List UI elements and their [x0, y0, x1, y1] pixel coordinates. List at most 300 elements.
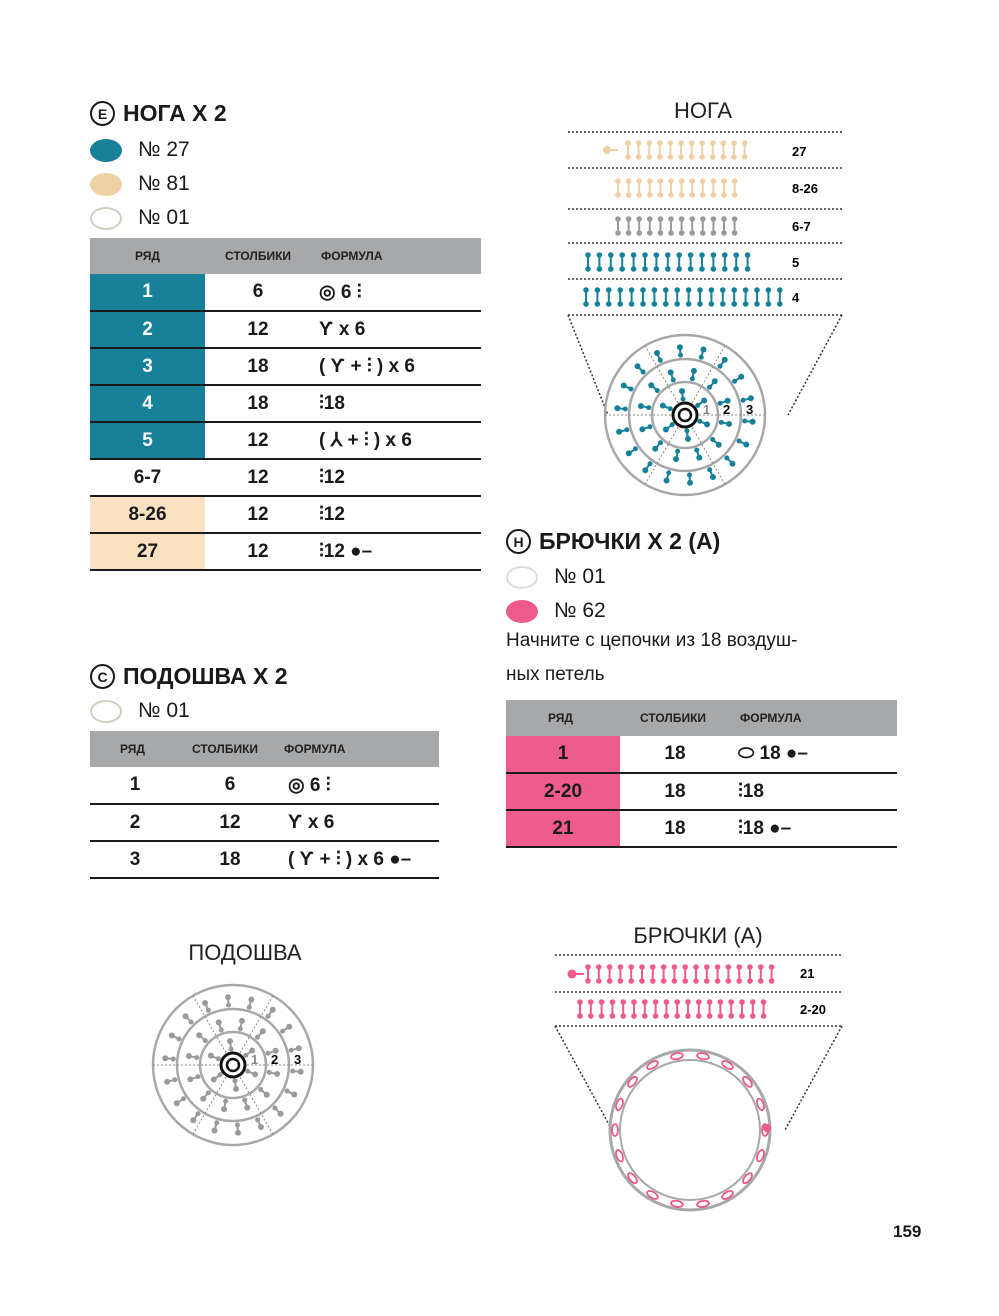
stitch-post [668, 140, 674, 160]
section-badge-h: H [506, 529, 531, 554]
round-stitch [737, 439, 750, 448]
round-stitch [196, 1032, 207, 1043]
stitch-count: 12 [205, 422, 311, 459]
leg-section-title [90, 100, 227, 127]
round-stitch [684, 428, 690, 441]
stitch-post [710, 140, 716, 160]
stitch-post [631, 252, 637, 272]
round-stitch [225, 994, 231, 1007]
stitch-count: 12 [205, 459, 311, 496]
stitch-post [679, 216, 685, 236]
stitch-post [658, 216, 664, 236]
round-stitch [164, 1077, 177, 1084]
stitch-post [676, 252, 682, 272]
round-stitch [255, 1117, 264, 1130]
stitch-post [636, 140, 642, 160]
stitch-post [668, 178, 674, 198]
stitch-post [736, 964, 742, 984]
round-stitch [724, 455, 735, 466]
stitch-post [642, 252, 648, 272]
formula: ⬭ 18 ●– [730, 736, 897, 773]
stitch-post [689, 178, 695, 198]
stitch-count: 12 [205, 533, 311, 570]
sole-pattern-table [90, 731, 439, 879]
slip-stitch-icon [568, 970, 585, 979]
stitch-post [610, 999, 616, 1019]
header-stitches: СТОЛБИКИ [180, 731, 280, 767]
round-label: 1 [251, 1052, 259, 1067]
stitch-count: 6 [205, 274, 311, 311]
round-stitch [664, 470, 672, 483]
instruction-line: Начните с цепочки из 18 воздуш- [506, 630, 798, 651]
formula: ( Ƴ + ⫶ ) x 6 [311, 348, 481, 385]
round-stitch [710, 437, 721, 448]
header-row: РЯД [90, 238, 205, 274]
stitch-post [668, 216, 674, 236]
yarn-swatch-teal [90, 139, 122, 162]
stitch-post [663, 287, 669, 307]
stitch-count: 18 [205, 385, 311, 422]
sole-stitch-diagram [145, 978, 345, 1158]
round-label: 3 [294, 1052, 302, 1067]
yarn-label: № 27 [138, 138, 190, 161]
yarn-swatch-white [506, 566, 538, 589]
sole-section-title [90, 663, 288, 690]
row-label: 21 [800, 966, 815, 981]
header-stitches: СТОЛБИКИ [620, 700, 730, 736]
round-stitch [621, 382, 634, 391]
round-stitch [718, 357, 728, 369]
formula: ⫶12 [311, 496, 481, 533]
stitch-post [731, 287, 737, 307]
stitch-post [709, 287, 715, 307]
leg-title: НОГА Х 2 [123, 100, 227, 126]
stitch-post [728, 999, 734, 1019]
stitch-post [711, 252, 717, 272]
row-label: 4 [792, 290, 800, 305]
slip-stitch-icon [603, 146, 618, 154]
stitch-post [754, 287, 760, 307]
stitch-post [726, 964, 732, 984]
row-number: 21 [506, 810, 620, 847]
pants-section-title [506, 528, 720, 555]
stitch-post [685, 999, 691, 1019]
round-stitch [238, 1018, 245, 1031]
stitch-post [674, 287, 680, 307]
round-stitch [668, 369, 676, 382]
table-row [90, 311, 481, 348]
row-number: 1 [90, 274, 205, 311]
stitch-post [688, 252, 694, 272]
table-header-row [90, 731, 439, 767]
stitch-post [665, 252, 671, 272]
row-label: 5 [792, 255, 800, 270]
stitch-post [625, 140, 631, 160]
round-stitch [255, 1028, 266, 1039]
header-formula: ФОРМУЛА [311, 238, 481, 274]
stitch-post [721, 178, 727, 198]
stitch-post [699, 252, 705, 272]
stitch-post [636, 216, 642, 236]
round-stitch [187, 1074, 200, 1082]
row-label: 6-7 [792, 219, 811, 234]
stitch-post [653, 999, 659, 1019]
round-stitch [211, 1072, 223, 1082]
sole-yarn-list [90, 694, 190, 728]
header-formula: ФОРМУЛА [280, 731, 439, 767]
yarn-label: № 01 [554, 565, 606, 588]
round-stitch [616, 427, 629, 434]
round-stitch [232, 1078, 238, 1091]
row-number: 4 [90, 385, 205, 422]
stitch-post [636, 178, 642, 198]
stitch-post [732, 178, 738, 198]
stitch-post [661, 964, 667, 984]
table-row [90, 348, 481, 385]
stitch-post [607, 964, 613, 984]
formula: ⫶18 [730, 773, 897, 810]
header-stitches: СТОЛБИКИ [205, 238, 311, 274]
stitch-post [704, 964, 710, 984]
stitch-post [639, 964, 645, 984]
round-stitch [212, 1120, 220, 1133]
stitch-post [700, 178, 706, 198]
table-row [90, 422, 481, 459]
stitch-post [769, 964, 775, 984]
stitch-post [743, 287, 749, 307]
sole-diagram-title: ПОДОШВА [188, 940, 302, 965]
header-row: РЯД [506, 700, 620, 736]
round-stitch [626, 446, 638, 456]
round-stitch [280, 1024, 292, 1034]
stitch-post [777, 287, 783, 307]
stitch-post [758, 964, 764, 984]
pants-inner-ring [620, 1060, 760, 1200]
round-stitch [673, 449, 680, 462]
round-stitch [697, 419, 710, 428]
table-row [90, 385, 481, 422]
stitch-post [585, 252, 591, 272]
row-label: 2-20 [800, 1002, 827, 1017]
row-number: 6-7 [90, 459, 205, 496]
leg-yarn-list [90, 133, 190, 235]
round-stitch [162, 1055, 175, 1061]
stitch-post [715, 964, 721, 984]
round-stitch [677, 344, 683, 357]
table-row [506, 773, 897, 810]
round-stitch [642, 461, 652, 473]
stitch-post [596, 964, 602, 984]
stitch-post [626, 178, 632, 198]
header-row: РЯД [90, 731, 180, 767]
leg-pattern-table [90, 238, 481, 571]
stitch-post [615, 216, 621, 236]
round-stitch [258, 1087, 269, 1098]
leg-diagram-title: НОГА [673, 98, 733, 123]
row-number: 1 [506, 736, 620, 773]
stitch-post [615, 178, 621, 198]
stitch-post [606, 287, 612, 307]
round-stitch [235, 1122, 241, 1135]
round-stitch [202, 1000, 211, 1013]
round-stitch [247, 997, 255, 1010]
yarn-item [90, 167, 190, 201]
round-stitch [639, 424, 652, 432]
round-stitch [200, 1090, 211, 1101]
round-stitch [227, 1038, 233, 1051]
round-stitch [169, 1032, 182, 1041]
yarn-swatch-white [90, 207, 122, 230]
round-stitch [660, 403, 673, 412]
round-stitch [742, 418, 755, 424]
stitch-count: 12 [180, 804, 280, 841]
pants-yarn-list [506, 560, 606, 628]
page-number: 159 [893, 1222, 922, 1241]
stitch-post [626, 216, 632, 236]
round-stitch [272, 1105, 283, 1116]
pants-stitch-diagram [550, 950, 850, 1215]
round-stitch [216, 1019, 224, 1032]
stitch-post [628, 964, 634, 984]
table-row [506, 736, 897, 773]
stitch-post [664, 999, 670, 1019]
section-badge-e: E [90, 101, 115, 126]
stitch-post [761, 999, 767, 1019]
stitch-post [720, 287, 726, 307]
stitch-count: 12 [205, 311, 311, 348]
table-row [90, 804, 439, 841]
stitch-post [732, 216, 738, 236]
stitch-post [722, 252, 728, 272]
stitch-post [631, 999, 637, 1019]
stitch-post [711, 178, 717, 198]
chain-stitch [612, 1124, 618, 1136]
stitch-post [658, 178, 664, 198]
row-number: 3 [90, 841, 180, 878]
round-stitch [186, 1053, 199, 1060]
table-row [90, 533, 481, 570]
yarn-label: № 62 [554, 599, 606, 622]
round-stitch [290, 1068, 303, 1074]
yarn-swatch-beige [90, 173, 122, 196]
stitch-post [608, 252, 614, 272]
stitch-post [585, 964, 591, 984]
section-badge-c: C [90, 664, 115, 689]
row-number: 5 [90, 422, 205, 459]
round-stitch [183, 1013, 194, 1024]
row-label: 8-26 [792, 181, 819, 196]
row-number: 2-20 [506, 773, 620, 810]
stitch-count: 18 [620, 736, 730, 773]
pants-pattern-table [506, 700, 897, 848]
stitch-post [650, 964, 656, 984]
stitch-post [750, 999, 756, 1019]
stitch-post [620, 999, 626, 1019]
round-stitch [687, 472, 693, 485]
slip-stitch-icon [763, 1124, 771, 1132]
round-stitch [614, 405, 627, 411]
yarn-swatch-pink [506, 600, 538, 623]
formula: ( ⅄ + ⫶ ) x 6 [311, 422, 481, 459]
stitch-post [700, 216, 706, 236]
yarn-label: № 81 [138, 172, 190, 195]
round-stitch [707, 467, 716, 480]
sole-title: ПОДОШВА Х 2 [123, 663, 288, 689]
stitch-post [693, 964, 699, 984]
round-stitch [652, 440, 663, 451]
yarn-item [90, 694, 190, 728]
round-label: 3 [746, 402, 754, 417]
round-stitch [690, 368, 697, 381]
formula: ◎ 6 ⫶ [311, 274, 481, 311]
stitch-post [707, 999, 713, 1019]
table-row [90, 274, 481, 311]
round-stitch [719, 420, 732, 427]
formula: ⫶12 [311, 459, 481, 496]
formula: ⫶18 [311, 385, 481, 422]
stitch-post [640, 287, 646, 307]
stitch-count: 18 [620, 773, 730, 810]
stitch-post [617, 287, 623, 307]
stitch-post [588, 999, 594, 1019]
formula: ◎ 6 ⫶ [280, 767, 439, 804]
stitch-post [599, 999, 605, 1019]
stitch-post [672, 964, 678, 984]
stitch-post [678, 140, 684, 160]
stitch-post [686, 287, 692, 307]
leg-stitch-diagram [560, 125, 860, 510]
header-formula: ФОРМУЛА [730, 700, 897, 736]
stitch-post [629, 287, 635, 307]
round-stitch [635, 363, 646, 374]
leg-row-stitches [583, 140, 782, 307]
row-number: 3 [90, 348, 205, 385]
round-stitch [242, 1098, 250, 1111]
stitch-post [745, 252, 751, 272]
yarn-item [506, 594, 606, 628]
stitch-post [731, 140, 737, 160]
stitch-post [747, 964, 753, 984]
yarn-swatch-white [90, 700, 122, 723]
yarn-label: № 01 [138, 206, 190, 229]
stitch-post [657, 140, 663, 160]
stitch-post [595, 287, 601, 307]
round-stitch [245, 1069, 258, 1078]
stitch-post [689, 216, 695, 236]
formula: ( Ƴ + ⫶ ) x 6 ●– [280, 841, 439, 878]
yarn-item [506, 560, 606, 594]
sole-round-diagram [153, 985, 313, 1145]
stitch-count: 18 [205, 348, 311, 385]
stitch-post [721, 140, 727, 160]
leg-round-diagram [605, 335, 765, 495]
stitch-post [647, 216, 653, 236]
stitch-post [583, 287, 589, 307]
round-stitch [663, 422, 675, 432]
round-stitch [285, 1089, 298, 1098]
formula: ⫶18 ●– [730, 810, 897, 847]
round-stitch [638, 403, 651, 410]
formula: Ƴ x 6 [280, 804, 439, 841]
stitch-post [682, 964, 688, 984]
stitch-post [689, 140, 695, 160]
table-row [90, 841, 439, 878]
yarn-item [90, 133, 190, 167]
row-number: 2 [90, 311, 205, 348]
table-header-row [90, 238, 481, 274]
stitch-post [654, 252, 660, 272]
round-stitch [679, 388, 685, 401]
stitch-post [674, 999, 680, 1019]
round-stitch [266, 1007, 276, 1019]
round-stitch [208, 1053, 221, 1062]
stitch-post [619, 252, 625, 272]
stitch-post [696, 999, 702, 1019]
round-label: 1 [703, 402, 711, 417]
pants-diagram-title: БРЮЧКИ (А) [633, 923, 763, 948]
stitch-post [733, 252, 739, 272]
round-stitch [174, 1096, 186, 1106]
table-row [90, 496, 481, 533]
round-label: 2 [271, 1052, 279, 1067]
instruction-line: ных петель [506, 664, 605, 685]
pants-instructions [506, 624, 906, 692]
stitch-post [618, 964, 624, 984]
stitch-post [577, 999, 583, 1019]
row-number: 8-26 [90, 496, 205, 533]
formula: ⫶12 ●– [311, 533, 481, 570]
round-stitch [699, 347, 707, 360]
stitch-post [642, 999, 648, 1019]
round-stitch [221, 1099, 228, 1112]
stitch-post [766, 287, 772, 307]
round-stitch [707, 378, 718, 389]
stitch-post [647, 178, 653, 198]
stitch-count: 6 [180, 767, 280, 804]
table-row [90, 459, 481, 496]
stitch-post [721, 216, 727, 236]
table-row [90, 767, 439, 804]
stitch-post [652, 287, 658, 307]
stitch-post [699, 140, 705, 160]
yarn-label: № 01 [138, 699, 190, 722]
stitch-post [742, 140, 748, 160]
yarn-item [90, 201, 190, 235]
pants-outer-ring [610, 1050, 770, 1210]
round-stitch [267, 1070, 280, 1077]
stitch-post [679, 178, 685, 198]
table-row [506, 810, 897, 847]
round-stitch [732, 374, 744, 384]
round-stitch [190, 1111, 200, 1123]
stitch-post [646, 140, 652, 160]
row-label: 27 [792, 144, 807, 159]
pants-title: БРЮЧКИ Х 2 (А) [539, 528, 721, 554]
round-stitch [648, 382, 659, 393]
stitch-post [718, 999, 724, 1019]
stitch-post [697, 287, 703, 307]
stitch-post [597, 252, 603, 272]
funnel-lines [555, 1026, 842, 1130]
stitch-post [739, 999, 745, 1019]
row-number: 1 [90, 767, 180, 804]
round-label: 2 [723, 402, 731, 417]
row-number: 2 [90, 804, 180, 841]
stitch-count: 18 [620, 810, 730, 847]
stitch-post [711, 216, 717, 236]
stitch-count: 12 [205, 496, 311, 533]
stitch-count: 18 [180, 841, 280, 878]
